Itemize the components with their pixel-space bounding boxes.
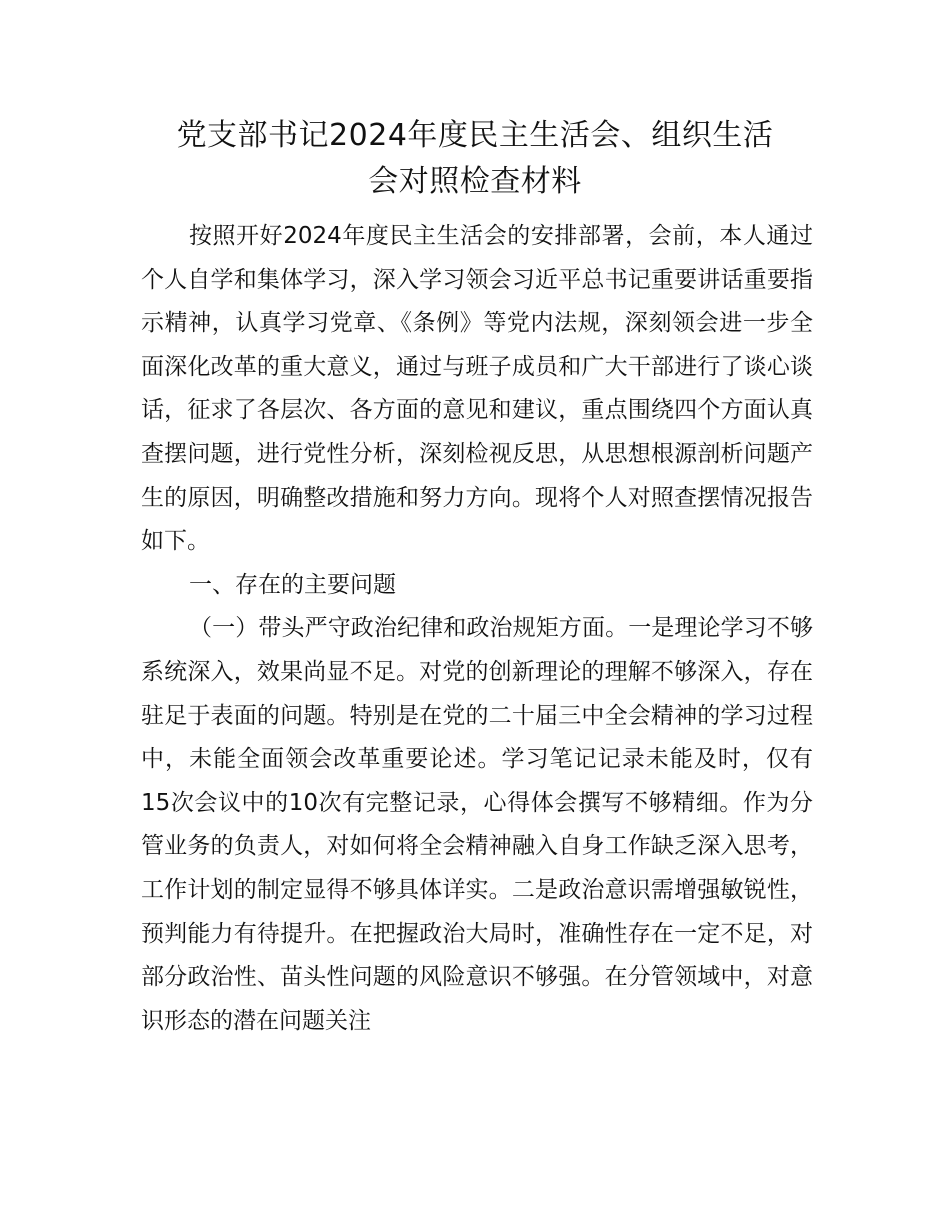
section-heading: 一、存在的主要问题	[189, 571, 396, 598]
document-body	[141, 215, 813, 1043]
title-line-1: 党支部书记2024年度民主生活会、组织生活	[176, 118, 774, 153]
title-line-2: 会对照检查材料	[368, 164, 582, 199]
document-title	[120, 113, 830, 205]
intro-paragraph: 按照开好2024年度民主生活会的安排部署，会前，本人通过个人自学和集体学习，深入学习领会习近平总书记重要讲话重要指示精神，认真学习党章、《条例》等党内法规，深刻领会进一步全面深化改革的重大意义，通过与班子成员和广大干部进行了谈心谈话，征求了各层次、各方面的意见和建议，重点围绕四个方面认真查摆问题，进行党性分析，深刻检视反思，从思想根源剖析问题产生的原因，明确整改措施和努力方向。现将个人对照查摆情况报告如下。	[141, 223, 813, 555]
issue-paragraph: （一）带头严守政治纪律和政治规矩方面。一是理论学习不够系统深入，效果尚显不足。对党的创新理论的理解不够深入，存在驻足于表面的问题。特别是在党的二十届三中全会精神的学习过程中，未能全面领会改革重要论述。学习笔记记录未能及时，仅有15次会议中的10次有完整记录，心得体会撰写不够精细。作为分管业务的负责人，对如何将全会精神融入自身工作缺乏深入思考，工作计划的制定显得不够具体详实。二是政治意识需增强敏锐性，预判能力有待提升。在把握政治大局时，准确性存在一定不足，对部分政治性、苗头性问题的风险意识不够强。在分管领域中，对意识形态的潜在问题关注	[141, 615, 813, 1034]
